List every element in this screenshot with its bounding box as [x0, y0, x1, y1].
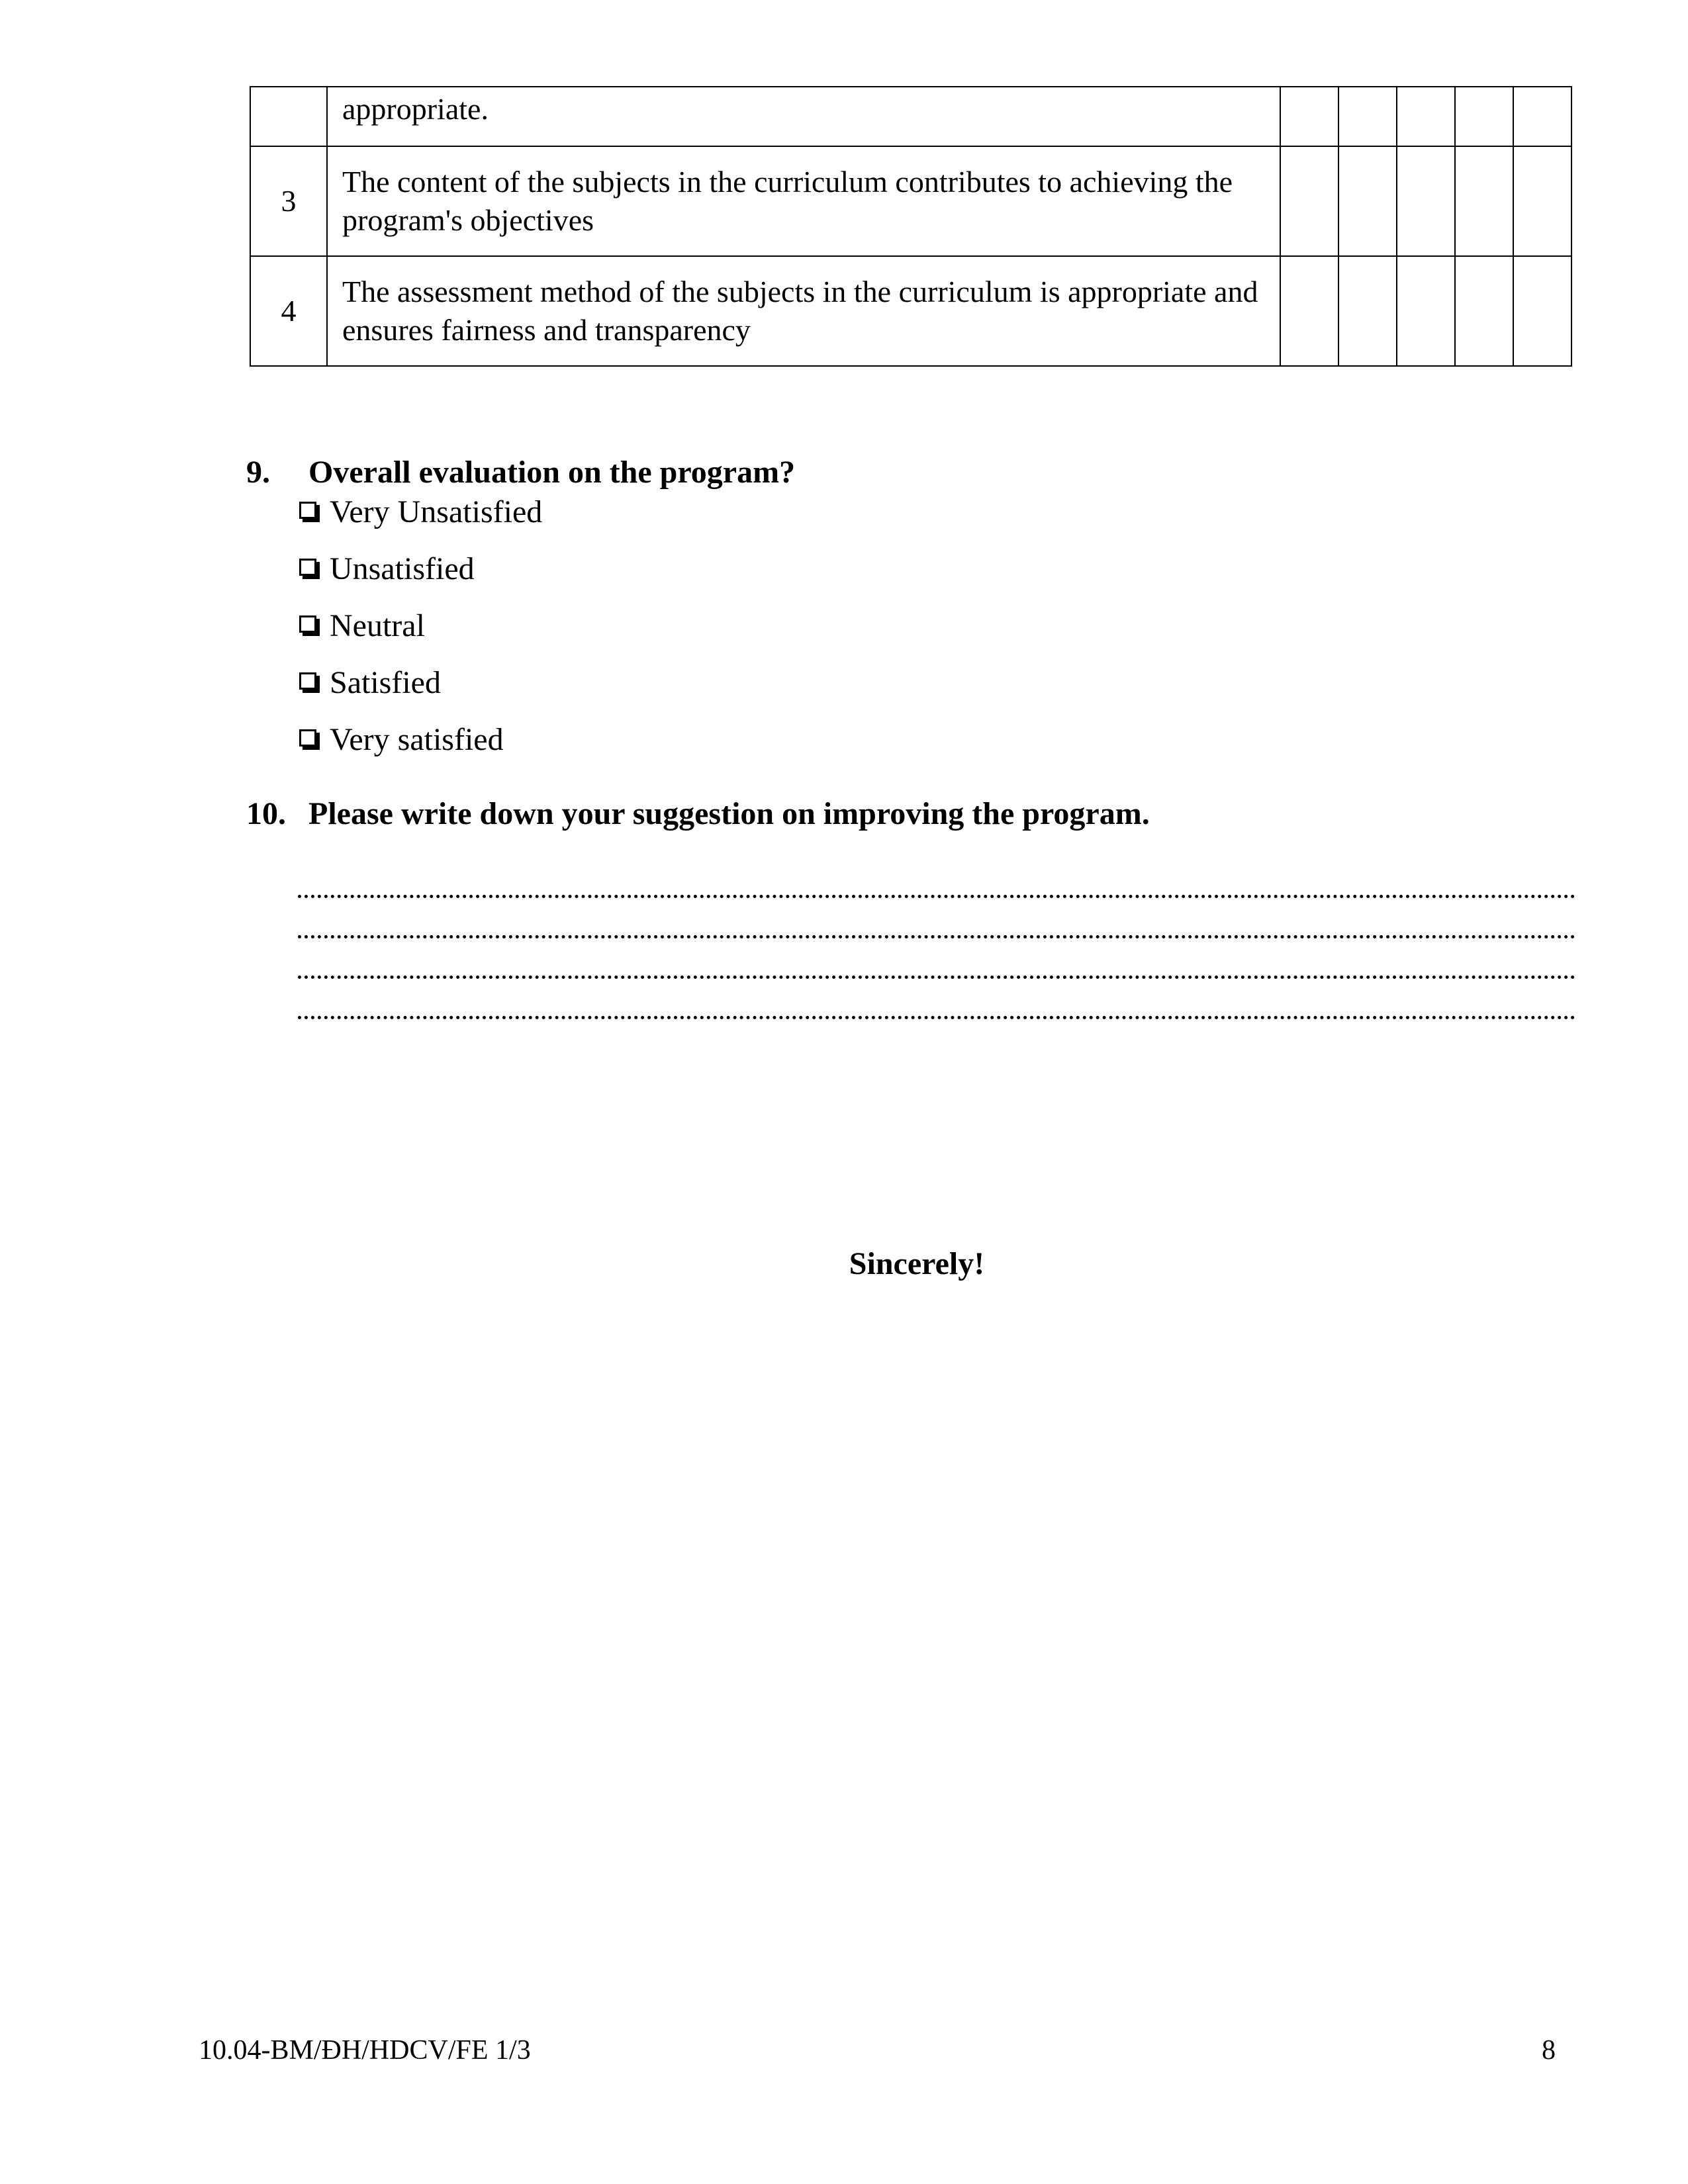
rating-cell-1[interactable] — [1280, 146, 1338, 256]
item-text: appropriate. — [327, 87, 1280, 146]
option-label: Satisfied — [330, 665, 441, 700]
page-number: 8 — [1542, 2035, 1556, 2066]
rating-cell-2[interactable] — [1338, 256, 1397, 366]
suggestion-answer-area[interactable] — [298, 858, 1575, 1019]
item-text: The content of the subjects in the curriculum contributes to achieving the program's objectives — [327, 146, 1280, 256]
answer-line[interactable] — [298, 938, 1575, 979]
item-number: 4 — [250, 256, 327, 366]
rating-cell-4[interactable] — [1455, 146, 1513, 256]
rating-cell-4[interactable] — [1455, 256, 1513, 366]
form-code: 10.04-BM/ĐH/HDCV/FE 1/3 — [199, 2035, 531, 2066]
checkbox-icon[interactable] — [299, 729, 316, 747]
option-satisfied[interactable] — [298, 663, 542, 720]
checkbox-icon[interactable] — [299, 502, 316, 519]
closing-text: Sincerely! — [849, 1246, 985, 1281]
table-row — [250, 256, 1571, 366]
item-number — [250, 87, 327, 146]
rating-cell-5[interactable] — [1513, 146, 1571, 256]
rating-cell-4[interactable] — [1455, 87, 1513, 146]
rating-cell-5[interactable] — [1513, 87, 1571, 146]
question-10-text: Please write down your suggestion on improving the program. — [308, 796, 1150, 831]
answer-line[interactable] — [298, 898, 1575, 938]
option-unsatisfied[interactable] — [298, 549, 542, 606]
question-10-number: 10. — [246, 796, 286, 831]
rating-cell-3[interactable] — [1397, 256, 1455, 366]
answer-line[interactable] — [298, 858, 1575, 898]
rating-cell-5[interactable] — [1513, 256, 1571, 366]
rating-table — [250, 86, 1572, 367]
question-10 — [246, 794, 1150, 834]
checkbox-icon[interactable] — [299, 672, 316, 690]
checkbox-icon[interactable] — [299, 559, 316, 576]
option-label: Neutral — [330, 608, 425, 643]
question-9 — [246, 453, 795, 492]
rating-cell-1[interactable] — [1280, 256, 1338, 366]
rating-cell-3[interactable] — [1397, 87, 1455, 146]
rating-cell-3[interactable] — [1397, 146, 1455, 256]
item-text: The assessment method of the subjects in the curriculum is appropriate and ensures fairness and transparency — [327, 256, 1280, 366]
rating-cell-1[interactable] — [1280, 87, 1338, 146]
table-row — [250, 146, 1571, 256]
item-number: 3 — [250, 146, 327, 256]
option-label: Very satisfied — [330, 722, 504, 757]
checkbox-icon[interactable] — [299, 615, 316, 633]
option-label: Unsatisfied — [330, 551, 475, 586]
question-9-text: Overall evaluation on the program? — [308, 455, 796, 490]
option-very-satisfied[interactable] — [298, 720, 542, 777]
option-very-unsatisfied[interactable] — [298, 492, 542, 549]
table-row — [250, 87, 1571, 146]
option-neutral[interactable] — [298, 606, 542, 663]
satisfaction-options — [298, 492, 542, 777]
option-label: Very Unsatisfied — [330, 494, 543, 529]
question-9-number: 9. — [246, 455, 270, 490]
answer-line[interactable] — [298, 979, 1575, 1019]
rating-cell-2[interactable] — [1338, 146, 1397, 256]
rating-cell-2[interactable] — [1338, 87, 1397, 146]
